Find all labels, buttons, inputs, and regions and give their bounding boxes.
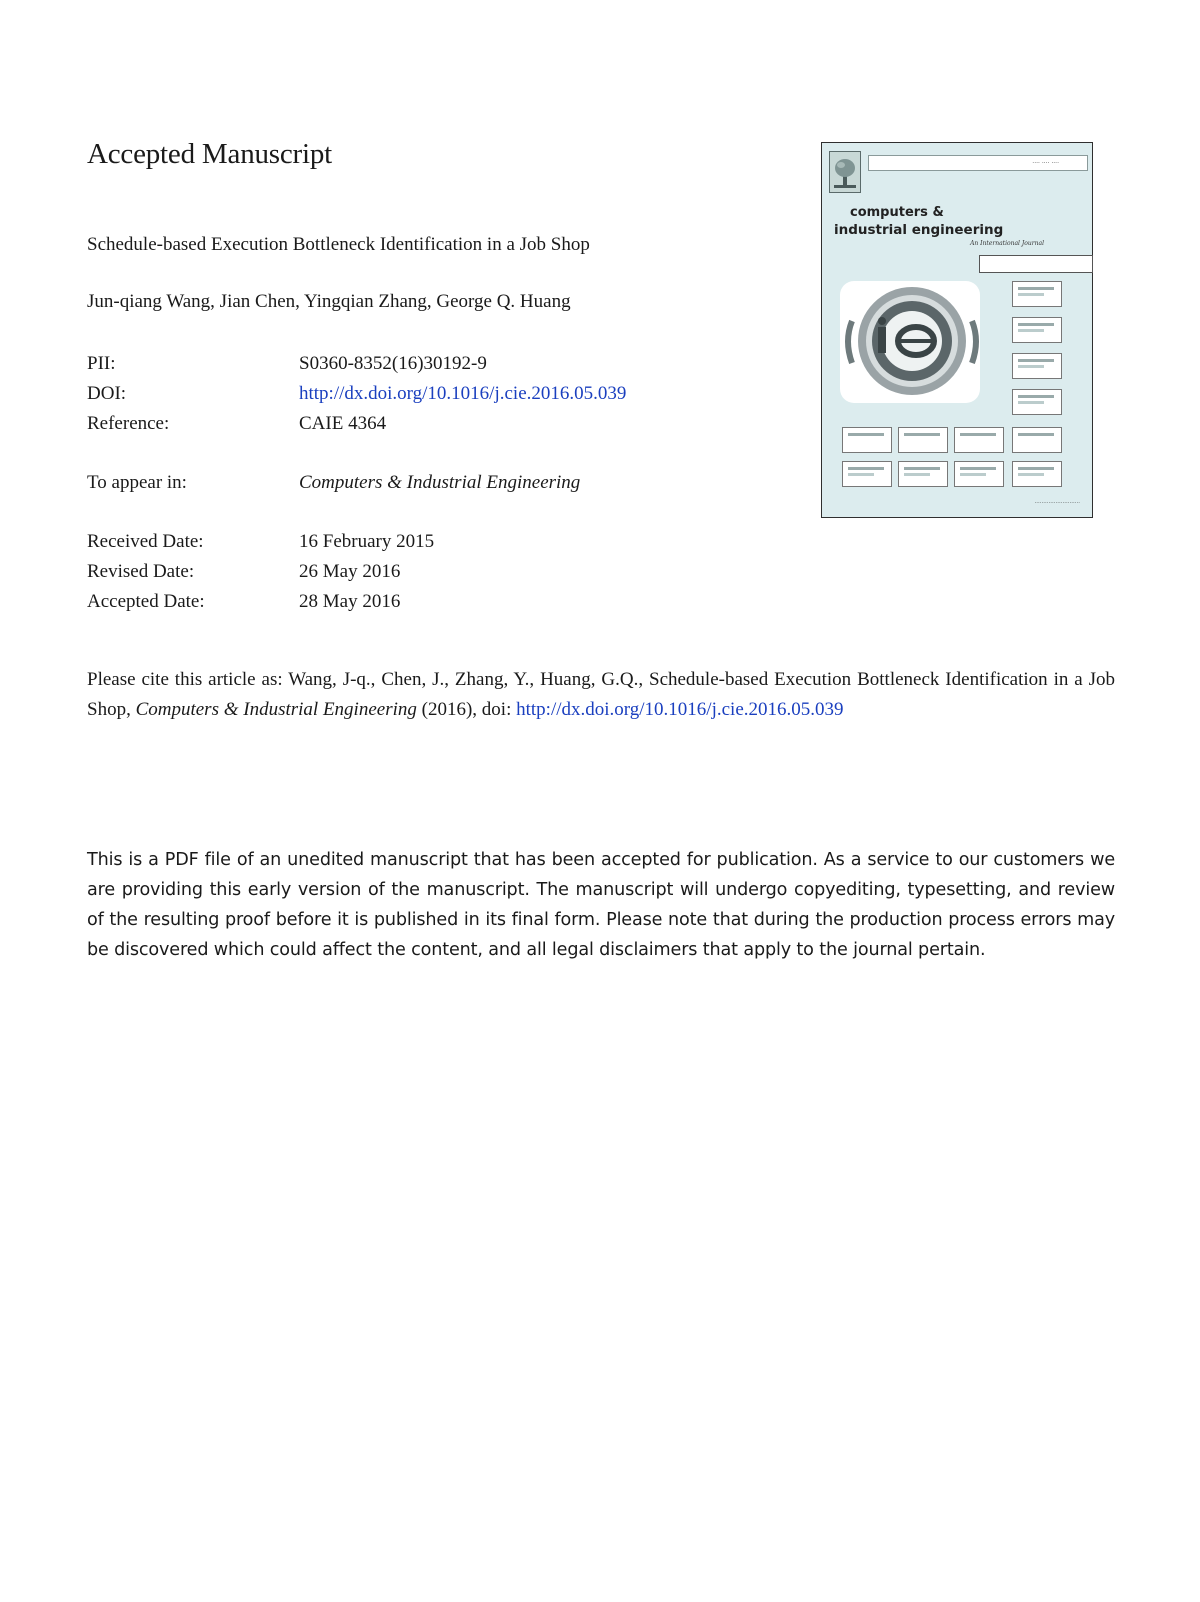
article-title: Schedule-based Execution Bottleneck Identification in a Job Shop: [87, 234, 590, 255]
received-value: 16 February 2015: [299, 531, 435, 552]
citation-doi-link[interactable]: http://dx.doi.org/10.1016/j.cie.2016.05.039: [516, 699, 844, 720]
reference-value: CAIE 4364: [299, 413, 387, 434]
accepted-label: Accepted Date:: [87, 591, 205, 612]
cover-grid-box: [898, 427, 948, 453]
cover-issue-bar: .... .... ....: [868, 155, 1088, 171]
cover-grid-box: [898, 461, 948, 487]
citation-paragraph: [87, 665, 1115, 725]
cover-side-box: [1012, 389, 1062, 415]
cover-grid-box: [842, 461, 892, 487]
pii-value: S0360-8352(16)30192-9: [299, 353, 487, 374]
cover-grid-box: [1012, 427, 1062, 453]
cover-title-line2: industrial engineering: [834, 222, 1004, 238]
citation-prefix: Please cite this article as: Wang, J-q., Chen, J., Zhang, Y., Huang, G.Q., Schedule-based Execution Bottleneck Identification in a Job Shop,: [87, 669, 1115, 720]
cover-side-box: [1012, 353, 1062, 379]
cover-subtitle: An International Journal: [970, 240, 1044, 247]
ie-emblem-icon: [840, 281, 980, 403]
cover-side-box: [1012, 281, 1062, 307]
revised-label: Revised Date:: [87, 561, 195, 582]
journal-name: Computers & Industrial Engineering: [299, 472, 581, 493]
cover-side-box: [1012, 317, 1062, 343]
authors: Jun-qiang Wang, Jian Chen, Yingqian Zhang, George Q. Huang: [87, 291, 571, 312]
pii-label: PII:: [87, 353, 116, 374]
cover-footer-url: ..........................: [1034, 499, 1080, 505]
cover-title-line1: computers &: [850, 205, 944, 220]
cover-grid-box: [954, 427, 1004, 453]
appear-label: To appear in:: [87, 472, 187, 493]
reference-label: Reference:: [87, 413, 170, 434]
citation-journal: Computers & Industrial Engineering: [135, 699, 417, 720]
page-heading: Accepted Manuscript: [87, 138, 333, 170]
doi-label: DOI:: [87, 383, 127, 404]
received-label: Received Date:: [87, 531, 204, 552]
journal-cover: [821, 142, 1093, 518]
cover-grid-box: [1012, 461, 1062, 487]
elsevier-logo-icon: [829, 151, 861, 193]
revised-value: 26 May 2016: [299, 561, 401, 582]
citation-middle: (2016), doi:: [416, 699, 517, 720]
cover-grid-box: [954, 461, 1004, 487]
cover-search-box: [979, 255, 1093, 273]
disclaimer-notice: This is a PDF file of an unedited manuscript that has been accepted for publication. As a service to our customers we are providing this early version of the manuscript. The manuscript will undergo copyediting, typesetting, and review of the resulting proof before it is published in its final form. Please note that during the production process errors may be discovered which could affect the content, and all legal disclaimers that apply to the journal pertain.: [87, 850, 1115, 960]
accepted-value: 28 May 2016: [299, 591, 401, 612]
doi-link[interactable]: http://dx.doi.org/10.1016/j.cie.2016.05.039: [299, 383, 627, 404]
cover-grid-box: [842, 427, 892, 453]
